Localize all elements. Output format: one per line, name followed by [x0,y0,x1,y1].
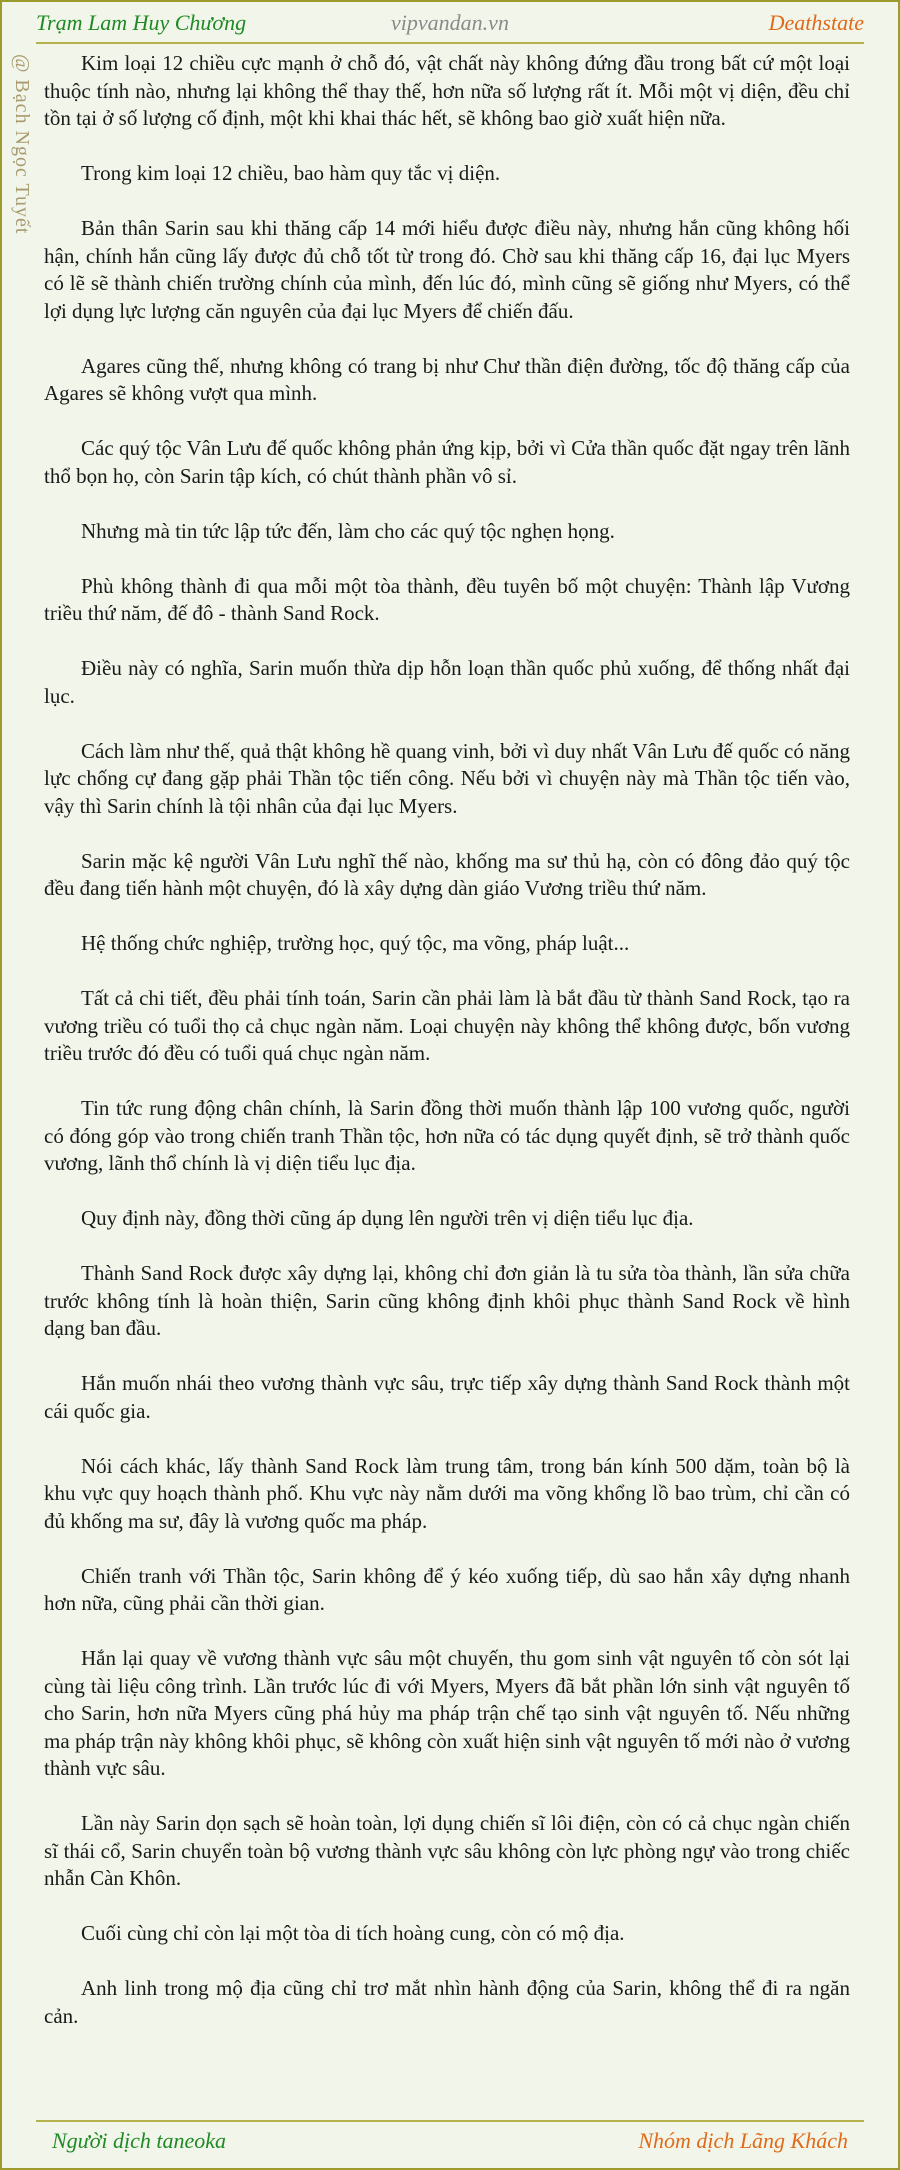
header-divider [36,42,864,44]
header-domain: vipvandan.vn [391,10,509,35]
chapter-body [44,50,850,2030]
paragraph: Sarin mặc kệ người Vân Lưu nghĩ thế nào, khống ma sư thủ hạ, còn có đông đảo quý tộc đều đang tiến hành một chuyện, đó là xây dựng dàn giáo Vương triều thứ năm. [44,848,850,900]
paragraph: Agares cũng thế, nhưng không có trang bị như Chư thần điện đường, tốc độ thăng cấp của Agares sẽ không vượt qua mình. [44,353,850,405]
side-watermark: @ Bạch Ngọc Tuyết [11,54,33,235]
paragraph: Tin tức rung động chân chính, là Sarin đồng thời muốn thành lập 100 vương quốc, người có đóng góp vào trong chiến tranh Thần tộc, hơn nữa có tác dụng quyết định, sẽ trở thành quốc vương, lãnh thổ chính là vị diện tiểu lục địa. [44,1096,850,1175]
paragraph: Cuối cùng chỉ còn lại một tòa di tích hoàng cung, còn có mộ địa. [81,1921,625,1945]
page-footer [52,2124,848,2158]
paragraph: Nói cách khác, lấy thành Sand Rock làm trung tâm, trong bán kính 500 dặm, toàn bộ là khu vực quy hoạch thành phố. Khu vực này nằm dưới ma võng khổng lồ bao trùm, chỉ cần có đủ khống ma sư, đây là vương quốc ma pháp. [44,1453,850,1533]
paragraph: Điều này có nghĩa, Sarin muốn thừa dịp hỗn loạn thần quốc phủ xuống, để thống nhất đại lục. [44,656,850,708]
paragraph: Kim loại 12 chiều cực mạnh ở chỗ đó, vật chất này không đứng đầu trong bất cứ một loại thuộc tính nào, nhưng lại không thể thay thế, hơn nữa số lượng rất ít. Mỗi một vị diện, đều chỉ tồn tại ở số lượng cố định, một khi khai thác hết, sẽ không bao giờ xuất hiện nữa. [44,51,850,130]
header-book-title: Deathstate [768,10,864,35]
paragraph: Bản thân Sarin sau khi thăng cấp 14 mới hiểu được điều này, nhưng hắn cũng không hối hận, chính hắn cũng lấy được đủ chỗ tốt từ trong đó. Chờ sau khi thăng cấp 16, đại lục Myers có lẽ sẽ thành chiến trường chính của mình, đến lúc đó, mình cũng sẽ giống như Myers, có thể lợi dụng lực lượng căn nguyên của đại lục Myers để chiến đấu. [44,216,850,323]
paragraph: Các quý tộc Vân Lưu đế quốc không phản ứng kịp, bởi vì Cửa thần quốc đặt ngay trên lãnh thổ bọn họ, còn Sarin tập kích, có chút thành phần vô sỉ. [44,436,850,488]
paragraph: Cách làm như thế, quả thật không hề quang vinh, bởi vì duy nhất Vân Lưu đế quốc có năng lực chống cự đang gặp phải Thần tộc tiến công. Nếu bởi vì chuyện này mà Thần tộc tiến vào, vậy thì Sarin chính là tội nhân của đại lục Myers. [44,738,850,818]
paragraph: Lần này Sarin dọn sạch sẽ hoàn toàn, lợi dụng chiến sĩ lôi điện, còn có cả chục ngàn chiến sĩ thái cổ, Sarin chuyển toàn bộ vương thành vực sâu không còn lực phòng ngự vào trong chiếc nhẫn Càn Khôn. [44,1811,850,1890]
paragraph: Nhưng mà tin tức lập tức đến, làm cho các quý tộc nghẹn họng. [81,518,615,543]
paragraph: Hắn lại quay về vương thành vực sâu một chuyến, thu gom sinh vật nguyên tố còn sót lại cùng tài liệu công trình. Lần trước lúc đi với Myers, Myers đã bắt phần lớn sinh vật nguyên tố cho Sarin, hơn nữa Myers cũng phá hủy ma pháp trận chế tạo sinh vật nguyên tố. Nếu những ma pháp trận này không khôi phục, sẽ không còn xuất hiện sinh vật nguyên tố mới nào ở vương thành vực sâu. [44,1646,850,1780]
paragraph: Hệ thống chức nghiệp, trường học, quý tộc, ma võng, pháp luật... [81,931,630,955]
paragraph: Hắn muốn nhái theo vương thành vực sâu, trực tiếp xây dựng thành Sand Rock thành một cái quốc gia. [44,1371,850,1423]
page-header [36,6,864,40]
paragraph: Quy định này, đồng thời cũng áp dụng lên người trên vị diện tiểu lục địa. [81,1206,694,1230]
footer-divider [36,2120,864,2122]
footer-translator: Người dịch taneoka [52,2128,227,2153]
footer-group: Nhóm dịch Lãng Khách [638,2128,848,2153]
paragraph: Phù không thành đi qua mỗi một tòa thành, đều tuyên bố một chuyện: Thành lập Vương triều thứ năm, đế đô - thành Sand Rock. [44,573,850,625]
paragraph: Chiến tranh với Thần tộc, Sarin không để ý kéo xuống tiếp, dù sao hắn xây dựng nhanh hơn nữa, cũng phải cần thời gian. [44,1563,850,1615]
paragraph: Tất cả chi tiết, đều phải tính toán, Sarin cần phải làm là bắt đầu từ thành Sand Rock, tạo ra vương triều có tuổi thọ cả chục ngàn năm. Loại chuyện này không thể không được, bốn vương triều trước đó đều có tuổi quá chục ngàn năm. [44,986,850,1065]
paragraph: Thành Sand Rock được xây dựng lại, không chỉ đơn giản là tu sửa tòa thành, lần sửa chữa trước không tính là hoàn thiện, Sarin cũng không định khôi phục thành Sand Rock về hình dạng ban đầu. [44,1261,850,1340]
header-site-name: Trạm Lam Huy Chương [36,10,247,35]
paragraph: Trong kim loại 12 chiều, bao hàm quy tắc vị diện. [81,161,501,185]
paragraph: Anh linh trong mộ địa cũng chỉ trơ mắt nhìn hành động của Sarin, không thể đi ra ngăn cản. [44,1976,850,2028]
